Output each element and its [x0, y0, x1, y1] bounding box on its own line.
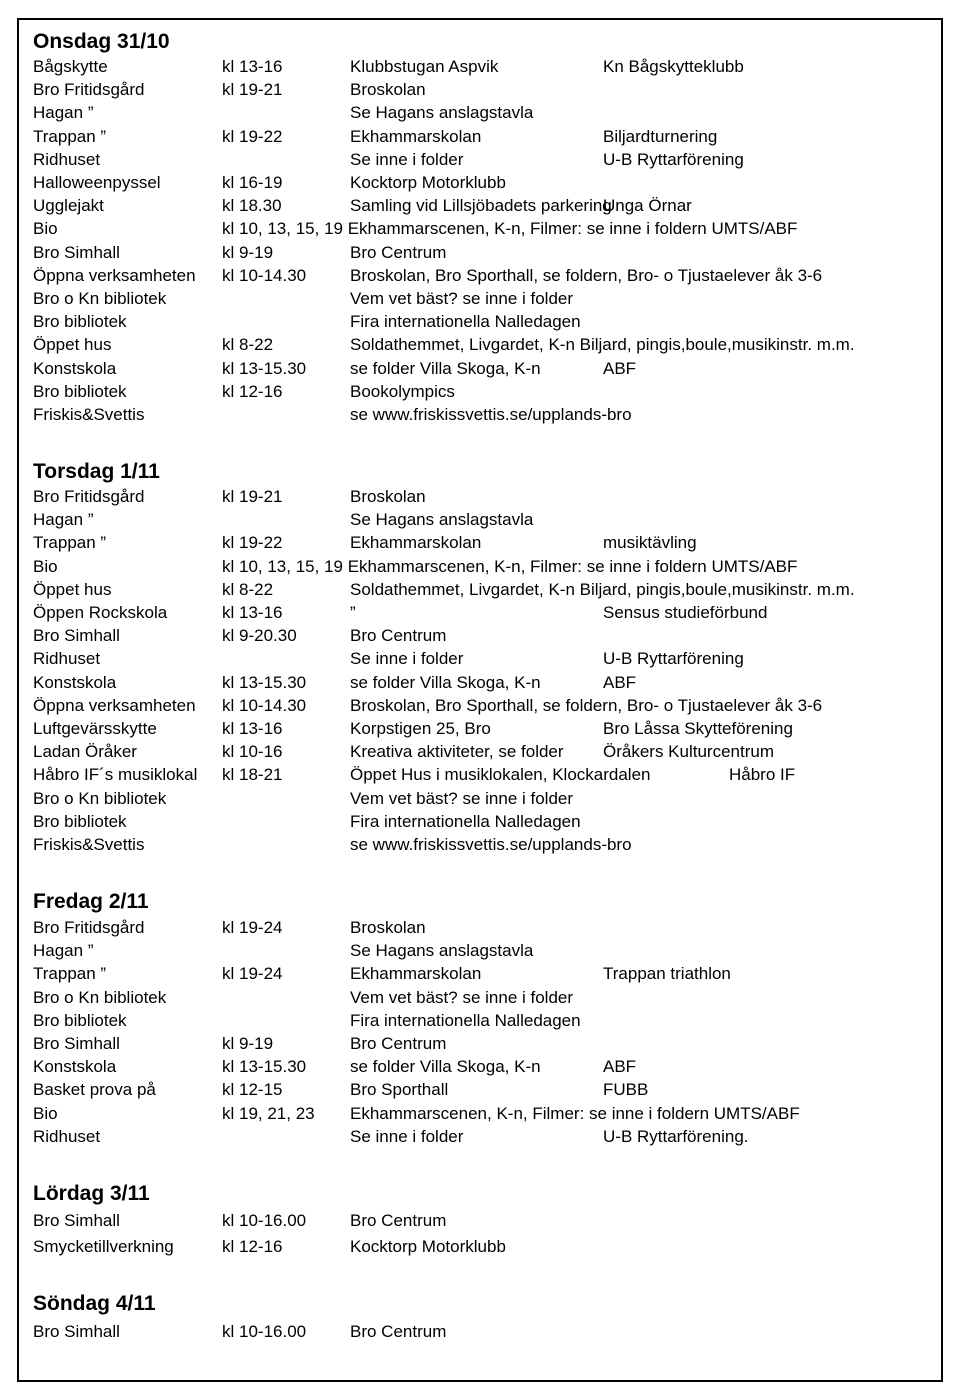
schedule-row [0, 101, 960, 124]
time-cell: kl 13-16 [222, 57, 283, 76]
schedule-row [0, 1032, 960, 1055]
activity-cell: Friskis&Svettis [33, 405, 145, 424]
organizer-cell: U-B Ryttarförening. [603, 1126, 749, 1146]
location-cell: Ekhammarskolan [350, 533, 482, 553]
schedule-row [0, 1320, 960, 1343]
activity-cell: Trappan ” [33, 126, 107, 146]
schedule-row [0, 241, 960, 264]
activity-cell: Bro Simhall [33, 242, 120, 262]
activity-cell: Basket prova på [33, 1080, 156, 1100]
activity-cell: Bro o Kn bibliotek [33, 788, 167, 808]
location-cell: Fira internationella Nalledagen [350, 312, 581, 332]
location-cell: Bro Centrum [350, 1034, 447, 1053]
schedule-row [0, 1009, 960, 1032]
schedule-row [0, 217, 960, 240]
time-cell: kl 8-22 [222, 335, 274, 355]
schedule-row [0, 148, 960, 171]
schedule-row [0, 555, 960, 578]
schedule-row [0, 1102, 960, 1125]
schedule-row [0, 333, 960, 356]
activity-cell: Friskis&Svettis [33, 835, 145, 854]
schedule-row [0, 671, 960, 694]
schedule-row [0, 357, 960, 380]
activity-cell: Trappan ” [33, 533, 107, 553]
schedule-row [0, 78, 960, 101]
activity-cell: Ugglejakt [33, 196, 104, 216]
activity-cell: Bro bibliotek [33, 312, 127, 332]
organizer-cell: U-B Ryttarförening [603, 149, 744, 169]
time-cell: kl 8-22 [222, 579, 274, 599]
activity-cell: Bro Fritidsgård [33, 487, 145, 506]
location-cell: se www.friskissvettis.se/upplands-bro [350, 405, 632, 424]
time-cell: kl 13-15.30 [222, 1057, 307, 1077]
location-cell: Vem vet bäst? se inne i folder [350, 987, 574, 1007]
location-cell: se folder Villa Skoga, K-n [350, 358, 541, 378]
location-cell: Bro Centrum [350, 626, 447, 646]
activity-cell: Bro bibliotek [33, 811, 127, 831]
activity-cell: Smycketillverkning [33, 1236, 174, 1256]
activity-cell: Ridhuset [33, 149, 101, 169]
organizer-cell: Unga Örnar [603, 196, 692, 216]
location-cell: Se Hagans anslagstavla [350, 941, 534, 961]
location-cell: ” [350, 603, 356, 622]
activity-cell: Bro Simhall [33, 1322, 120, 1341]
activity-cell: Bro o Kn bibliotek [33, 289, 167, 308]
time-cell: kl 18-21 [222, 765, 283, 785]
location-cell: se folder Villa Skoga, K-n [350, 1057, 541, 1077]
location-cell: Ekhammarskolan [350, 126, 482, 146]
day-heading: Torsdag 1/11 [33, 460, 160, 483]
location-cell: Se inne i folder [350, 1126, 464, 1146]
location-cell: Se Hagans anslagstavla [350, 103, 534, 123]
schedule-row [0, 194, 960, 217]
activity-cell: Konstskola [33, 672, 117, 692]
location-cell: Soldathemmet, Livgardet, K-n Biljard, pingis,boule,musikinstr. m.m. [350, 579, 855, 599]
time-cell: kl 13-16 [222, 719, 283, 738]
schedule-row [0, 287, 960, 310]
day-heading: Lördag 3/11 [33, 1182, 150, 1205]
day-heading: Onsdag 31/10 [33, 30, 170, 53]
schedule-row [0, 1235, 960, 1258]
activity-cell: Ridhuset [33, 649, 101, 669]
location-cell: Fira internationella Nalledagen [350, 1010, 581, 1030]
schedule-row [0, 531, 960, 554]
activity-cell: Bro Simhall [33, 1034, 120, 1053]
location-cell: Broskolan, Bro Sporthall, se foldern, Bro- o Tjustaelever åk 3-6 [350, 695, 823, 715]
location-cell: Bro Centrum [350, 242, 447, 262]
schedule-row [0, 916, 960, 939]
location-cell: Se Hagans anslagstavla [350, 510, 534, 530]
activity-cell: Konstskola [33, 358, 117, 378]
schedule-row [0, 647, 960, 670]
time-cell: kl 10-14.30 [222, 695, 307, 715]
location-cell: Kocktorp Motorklubb [350, 1236, 506, 1256]
activity-cell: Luftgevärsskytte [33, 719, 157, 738]
location-cell: Bro Sporthall [350, 1080, 449, 1100]
location-cell: Se inne i folder [350, 149, 464, 169]
location-cell: Öppet Hus i musiklokalen, Klockardalen [350, 765, 651, 785]
activity-cell: Halloweenpyssel [33, 173, 161, 192]
activity-cell: Hagan ” [33, 510, 94, 530]
location-cell: Soldathemmet, Livgardet, K-n Biljard, pingis,boule,musikinstr. m.m. [350, 335, 855, 355]
time-cell: kl 19-21 [222, 80, 283, 100]
location-cell: Samling vid Lillsjöbadets parkering [350, 196, 612, 216]
activity-cell: Bio [33, 1103, 58, 1123]
time-cell: kl 18.30 [222, 196, 282, 216]
activity-cell: Bågskytte [33, 57, 108, 76]
time-cell: kl 13-15.30 [222, 672, 307, 692]
location-cell: Klubbstugan Aspvik [350, 57, 499, 76]
schedule-row [0, 1209, 960, 1232]
time-cell: kl 19-24 [222, 964, 283, 984]
time-cell: kl 9-20.30 [222, 626, 297, 646]
time-cell: kl 12-16 [222, 1236, 283, 1256]
schedule-row [0, 485, 960, 508]
location-cell: se folder Villa Skoga, K-n [350, 672, 541, 692]
activity-cell: Öppet hus [33, 579, 112, 599]
time-cell: kl 10-14.30 [222, 265, 307, 285]
schedule-row [0, 171, 960, 194]
time-cell: kl 16-19 [222, 173, 283, 192]
time-cell: kl 12-15 [222, 1080, 283, 1100]
time-cell: kl 13-15.30 [222, 358, 307, 378]
schedule-row [0, 624, 960, 647]
location-cell: Broskolan [350, 918, 426, 937]
time-cell: kl 9-19 [222, 242, 274, 262]
location-cell: Korpstigen 25, Bro [350, 719, 491, 738]
activity-cell: Öppna verksamheten [33, 695, 196, 715]
location-cell: Ekhammarscenen, K-n, Filmer: se inne i foldern UMTS/ABF [350, 1103, 800, 1123]
schedule-row [0, 810, 960, 833]
activity-cell: Öppet hus [33, 335, 112, 355]
activity-cell: Trappan ” [33, 964, 107, 984]
time-cell: kl 13-16 [222, 603, 283, 622]
organizer-cell: Öråkers Kulturcentrum [603, 742, 774, 762]
organizer-cell: Bro Låssa Skytteförening [603, 719, 793, 738]
activity-cell: Bro Simhall [33, 626, 120, 646]
activity-cell: Ridhuset [33, 1126, 101, 1146]
schedule-row [0, 1055, 960, 1078]
schedule-row [0, 740, 960, 763]
time-cell: kl 12-16 [222, 381, 283, 401]
location-cell: Bro Centrum [350, 1211, 447, 1230]
schedule-row [0, 986, 960, 1009]
schedule-row [0, 939, 960, 962]
location-cell: Fira internationella Nalledagen [350, 811, 581, 831]
organizer-cell: Trappan triathlon [603, 964, 731, 984]
activity-cell: Ladan Öråker [33, 742, 137, 762]
time-cell: kl 19-24 [222, 918, 283, 937]
time-cell: kl 9-19 [222, 1034, 274, 1053]
schedule-row [0, 508, 960, 531]
organizer-cell: U-B Ryttarförening [603, 649, 744, 669]
location-cell: Ekhammarskolan [350, 964, 482, 984]
schedule-row [0, 264, 960, 287]
time-cell: kl 10, 13, 15, 19 Ekhammarscenen, K-n, Filmer: se inne i foldern UMTS/ABF [222, 556, 798, 576]
location-cell: Kreativa aktiviteter, se folder [350, 742, 564, 762]
schedule-row [0, 694, 960, 717]
schedule-row [0, 1078, 960, 1101]
activity-cell: Bro Simhall [33, 1211, 120, 1230]
location-cell: Bookolympics [350, 381, 455, 401]
organizer-cell: musiktävling [603, 533, 697, 553]
organizer-cell: Sensus studieförbund [603, 603, 768, 622]
activity-cell: Öppna verksamheten [33, 265, 196, 285]
location-cell: Vem vet bäst? se inne i folder [350, 788, 574, 808]
time-cell: kl 19, 21, 23 [222, 1103, 315, 1123]
time-cell: kl 19-22 [222, 126, 283, 146]
time-cell: kl 19-21 [222, 487, 283, 506]
activity-cell: Bro bibliotek [33, 381, 127, 401]
activity-cell: Bio [33, 219, 58, 239]
time-cell: kl 10-16.00 [222, 1211, 307, 1230]
activity-cell: Håbro IF´s musiklokal [33, 765, 198, 785]
activity-cell: Öppen Rockskola [33, 603, 168, 622]
activity-cell: Bro bibliotek [33, 1010, 127, 1030]
schedule-row [0, 380, 960, 403]
organizer-cell: ABF [603, 672, 637, 692]
schedule-row [0, 403, 960, 426]
organizer-cell: Kn Bågskytteklubb [603, 57, 744, 76]
organizer-cell: Biljardturnering [603, 126, 718, 146]
location-cell: Broskolan [350, 487, 426, 506]
location-cell: se www.friskissvettis.se/upplands-bro [350, 835, 632, 854]
time-cell: kl 10, 13, 15, 19 Ekhammarscenen, K-n, Filmer: se inne i foldern UMTS/ABF [222, 219, 798, 239]
time-cell: kl 10-16.00 [222, 1322, 307, 1341]
schedule-row [0, 601, 960, 624]
day-heading: Fredag 2/11 [33, 890, 149, 913]
schedule-row [0, 763, 960, 786]
activity-cell: Bio [33, 556, 58, 576]
activity-cell: Konstskola [33, 1057, 117, 1077]
schedule-row [0, 578, 960, 601]
schedule-row [0, 717, 960, 740]
schedule-row [0, 55, 960, 78]
location-cell: Kocktorp Motorklubb [350, 173, 506, 192]
location-cell: Bro Centrum [350, 1322, 447, 1341]
activity-cell: Bro o Kn bibliotek [33, 987, 167, 1007]
schedule-row [0, 1125, 960, 1148]
location-cell: Broskolan, Bro Sporthall, se foldern, Bro- o Tjustaelever åk 3-6 [350, 265, 823, 285]
organizer-cell: ABF [603, 358, 637, 378]
location-cell: Se inne i folder [350, 649, 464, 669]
activity-cell: Hagan ” [33, 103, 94, 123]
organizer-cell: FUBB [603, 1080, 649, 1100]
time-cell: kl 19-22 [222, 533, 283, 553]
schedule-row [0, 833, 960, 856]
day-heading: Söndag 4/11 [33, 1292, 156, 1315]
schedule-row [0, 787, 960, 810]
location-cell: Vem vet bäst? se inne i folder [350, 289, 574, 308]
schedule-row [0, 125, 960, 148]
location-cell: Broskolan [350, 80, 426, 100]
activity-cell: Bro Fritidsgård [33, 80, 145, 100]
extra-cell: Håbro IF [729, 765, 796, 785]
schedule-row [0, 962, 960, 985]
activity-cell: Hagan ” [33, 941, 94, 961]
schedule-row [0, 310, 960, 333]
activity-cell: Bro Fritidsgård [33, 918, 145, 937]
time-cell: kl 10-16 [222, 742, 283, 762]
organizer-cell: ABF [603, 1057, 637, 1077]
